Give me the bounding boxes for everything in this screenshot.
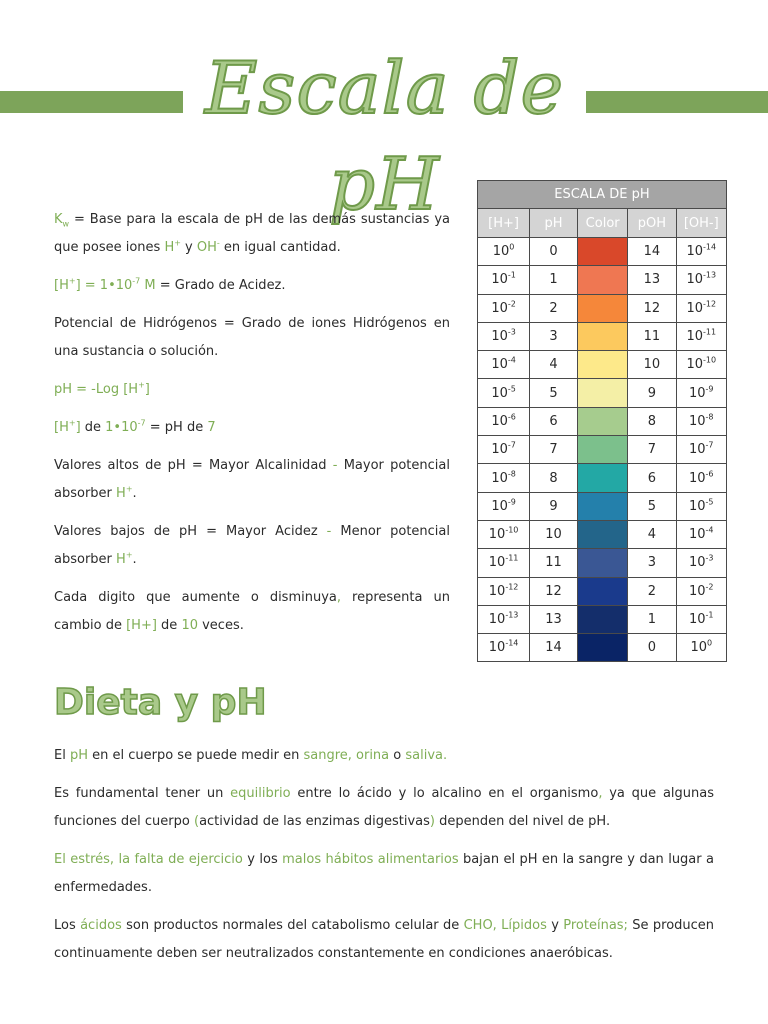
kw-symbol: $K_w$ — [54, 212, 70, 229]
poh-cell: 3 — [628, 549, 676, 577]
ph-cell: 14 — [530, 634, 578, 662]
diet-paragraph-3: El estrés, la falta de ejercicio y los malos hábitos alimentarios bajan el pH en la sangre y dan lugar a enfermedades. — [54, 852, 714, 895]
h-concentration-cell: $10^{-14}$ — [478, 634, 530, 662]
ph-cell: 2 — [530, 294, 578, 322]
ph-cell: 8 — [530, 464, 578, 492]
h-concentration-cell: $10^{-5}$ — [478, 379, 530, 407]
table-row — [478, 577, 727, 605]
title-bar-right — [586, 91, 768, 113]
oh-concentration-cell: $10^{-11}$ — [676, 322, 726, 350]
oh-concentration-cell: $10^{-8}$ — [676, 407, 726, 435]
color-swatch-cell — [577, 407, 627, 435]
color-swatch-cell — [577, 266, 627, 294]
header-poh: pOH — [628, 209, 676, 238]
h-concentration-cell: $10^{-10}$ — [478, 520, 530, 548]
diet-paragraph-1: El pH en el cuerpo se puede medir en sangre, orina o saliva. — [54, 748, 448, 763]
table-row — [478, 605, 727, 633]
table-row — [478, 464, 727, 492]
color-swatch-cell — [577, 294, 627, 322]
color-swatch-cell — [577, 634, 627, 662]
ph-cell: 13 — [530, 605, 578, 633]
h-concentration-cell: $10^{-4}$ — [478, 351, 530, 379]
poh-cell: 7 — [628, 436, 676, 464]
diet-paragraph-2: Es fundamental tener un equilibrio entre lo ácido y lo alcalino en el organismo, ya que algunas funciones del cuerpo (actividad de las enzimas digestivas) dependen del nivel de pH. — [54, 786, 714, 829]
table-row — [478, 294, 727, 322]
h-concentration-cell: $10^{-9}$ — [478, 492, 530, 520]
oh-concentration-cell: $10^{-1}$ — [676, 605, 726, 633]
table-row — [478, 379, 727, 407]
table-row — [478, 266, 727, 294]
h-concentration-cell: $10^{-1}$ — [478, 266, 530, 294]
color-swatch-cell — [577, 492, 627, 520]
h-concentration-cell: $10^{-3}$ — [478, 322, 530, 350]
oh-concentration-cell: $10^{-7}$ — [676, 436, 726, 464]
ph-formula: pH = -Log [H+] — [54, 380, 150, 397]
poh-cell: 2 — [628, 577, 676, 605]
h-concentration-cell: $10^{-2}$ — [478, 294, 530, 322]
poh-cell: 12 — [628, 294, 676, 322]
ph-cell: 0 — [530, 238, 578, 266]
digit-change-note: Cada digito que aumente o disminuya, representa un cambio de [H+] de 10 veces. — [54, 590, 450, 633]
table-row — [478, 492, 727, 520]
acidity-formula: $[H^+] = 1•10^{-7}$ M = Grado de Acidez. — [54, 276, 286, 293]
ph-cell: 4 — [530, 351, 578, 379]
oh-concentration-cell: $10^{-13}$ — [676, 266, 726, 294]
color-swatch-cell — [577, 351, 627, 379]
color-swatch-cell — [577, 436, 627, 464]
oh-concentration-cell: $10^{-5}$ — [676, 492, 726, 520]
poh-cell: 11 — [628, 322, 676, 350]
table-row — [478, 322, 727, 350]
poh-cell: 0 — [628, 634, 676, 662]
color-swatch-cell — [577, 577, 627, 605]
poh-cell: 6 — [628, 464, 676, 492]
low-values-note: Valores bajos de pH = Mayor Acidez - Menor potencial absorber H+. — [54, 524, 450, 567]
poh-cell: 9 — [628, 379, 676, 407]
table-row — [478, 436, 727, 464]
oh-concentration-cell: $10^{-9}$ — [676, 379, 726, 407]
poh-cell: 1 — [628, 605, 676, 633]
oh-concentration-cell: $10^{-10}$ — [676, 351, 726, 379]
oh-concentration-cell: $10^{-2}$ — [676, 577, 726, 605]
h-concentration-cell: $10^{-8}$ — [478, 464, 530, 492]
h-concentration-cell: $10^{-11}$ — [478, 549, 530, 577]
table-row — [478, 549, 727, 577]
ph-scale-table — [477, 180, 727, 662]
color-swatch-cell — [577, 322, 627, 350]
h-concentration-cell: $10^{-12}$ — [478, 577, 530, 605]
hydrogen-potential: Potencial de Hidrógenos = Grado de iones Hidrógenos en una sustancia o solución. — [54, 316, 450, 359]
color-swatch-cell — [577, 520, 627, 548]
h-concentration-cell: $10^{-13}$ — [478, 605, 530, 633]
ph-cell: 12 — [530, 577, 578, 605]
ph-cell: 5 — [530, 379, 578, 407]
poh-cell: 8 — [628, 407, 676, 435]
header-color: Color — [577, 209, 627, 238]
diet-section — [54, 742, 714, 978]
poh-cell: 13 — [628, 266, 676, 294]
ph-cell: 10 — [530, 520, 578, 548]
ph-example: [H+] de $1•10^{-7}$ = pH de 7 — [54, 418, 216, 435]
diet-paragraph-4: Los ácidos son productos normales del catabolismo celular de CHO, Lípidos y Proteínas; Se producen continuamente deben ser neutralizados constantemente en condiciones anaeróbicas. — [54, 918, 715, 961]
table-row — [478, 407, 727, 435]
oh-concentration-cell: $10^0$ — [676, 634, 726, 662]
ph-notes — [54, 206, 450, 650]
ph-cell: 1 — [530, 266, 578, 294]
oh-concentration-cell: $10^{-4}$ — [676, 520, 726, 548]
ph-cell: 3 — [530, 322, 578, 350]
table-row — [478, 351, 727, 379]
ph-cell: 9 — [530, 492, 578, 520]
header-h-concentration: [H+] — [478, 209, 530, 238]
ph-cell: 6 — [530, 407, 578, 435]
diet-heading: Dieta y pH — [54, 682, 267, 723]
oh-concentration-cell: $10^{-3}$ — [676, 549, 726, 577]
poh-cell: 5 — [628, 492, 676, 520]
h-concentration-cell: $10^{-6}$ — [478, 407, 530, 435]
color-swatch-cell — [577, 605, 627, 633]
poh-cell: 14 — [628, 238, 676, 266]
poh-cell: 4 — [628, 520, 676, 548]
oh-concentration-cell: $10^{-12}$ — [676, 294, 726, 322]
high-values-note: Valores altos de pH = Mayor Alcalinidad - Mayor potencial absorber H+. — [54, 458, 450, 501]
color-swatch-cell — [577, 379, 627, 407]
color-swatch-cell — [577, 549, 627, 577]
title-bar-left — [0, 91, 183, 113]
ph-scale-rows — [478, 238, 727, 662]
oh-concentration-cell: $10^{-14}$ — [676, 238, 726, 266]
ph-cell: 7 — [530, 436, 578, 464]
header-oh-concentration: [OH-] — [676, 209, 726, 238]
h-concentration-cell: $10^{-7}$ — [478, 436, 530, 464]
poh-cell: 10 — [628, 351, 676, 379]
header-ph: pH — [530, 209, 578, 238]
color-swatch-cell — [577, 464, 627, 492]
color-swatch-cell — [577, 238, 627, 266]
page-title: Escala de pH — [204, 46, 565, 226]
oh-concentration-cell: $10^{-6}$ — [676, 464, 726, 492]
kw-definition: $K_w$ = Base para la escala de pH de las demás sustancias ya que posee iones H+ y OH- en igual cantidad. — [54, 212, 450, 255]
table-row — [478, 634, 727, 662]
table-row — [478, 238, 727, 266]
table-row — [478, 520, 727, 548]
ph-cell: 11 — [530, 549, 578, 577]
table-caption: ESCALA DE pH — [478, 181, 727, 209]
h-concentration-cell: $10^0$ — [478, 238, 530, 266]
